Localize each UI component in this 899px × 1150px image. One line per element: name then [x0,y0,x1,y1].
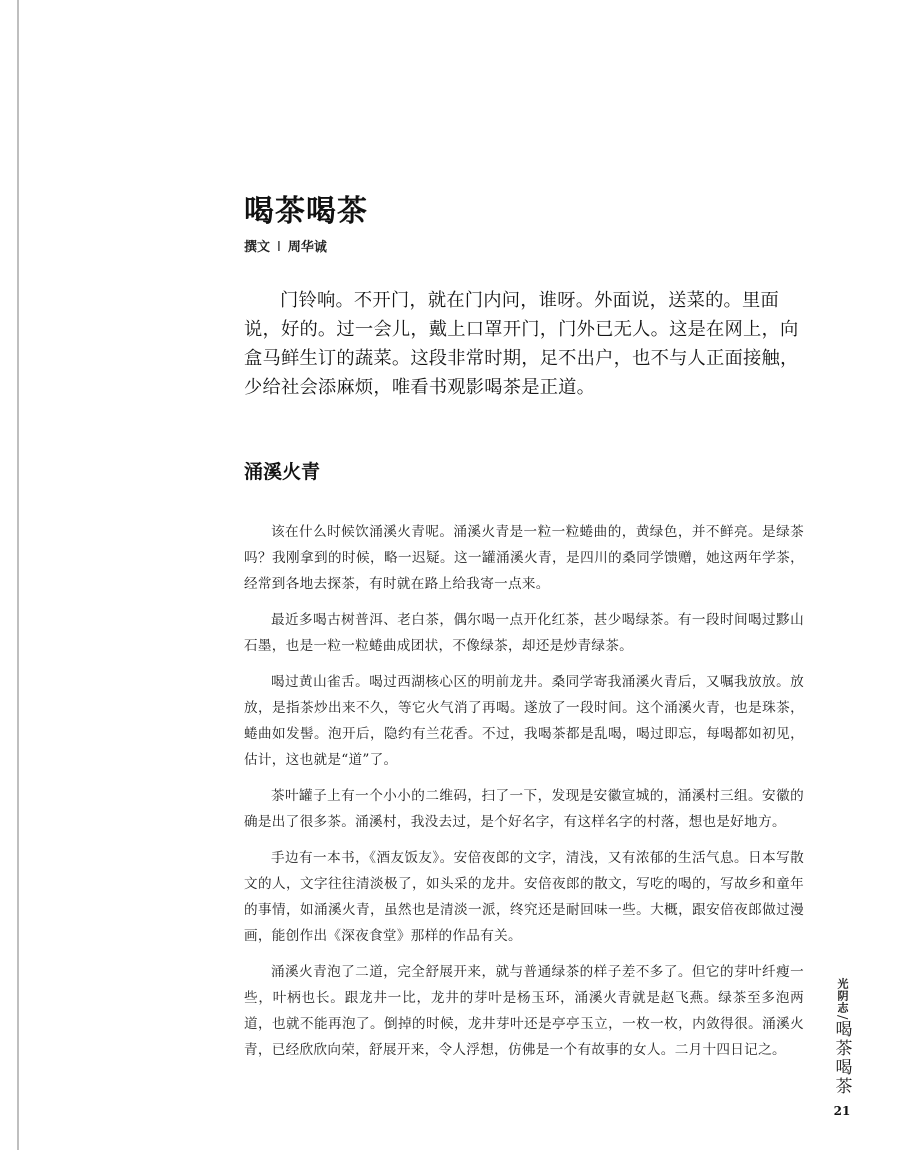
body-paragraph: 涌溪火青泡了二道，完全舒展开来，就与普通绿茶的样子差不多了。但它的芽叶纤瘦一些，叶柄也长。跟龙井一比，龙井的芽叶是杨玉环，涌溪火青就是赵飞燕。绿茶至多泡两道，也就不能再泡了。倒掉的时候，龙井芽叶还是亭亭玉立，一枚一枚，内敛得很。涌溪火青，已经欣欣向荣，舒展开来，令人浮想，仿佛是一个有故事的女人。二月十四日记之。 [244,964,804,1058]
folio-article-title: 喝茶喝茶 [831,1020,852,1097]
page-folio [822,978,862,1118]
body-paragraph: 最近多喝古树普洱、老白茶，偶尔喝一点开化红茶，甚少喝绿茶。有一段时间喝过黟山石墨，也是一粒一粒蜷曲成团状，不像绿茶，却还是炒青绿茶。 [244,612,804,654]
article-title: 喝茶喝茶 [244,194,368,229]
byline-separator: I [277,240,281,255]
byline [244,236,327,255]
left-margin-rule [17,0,19,1150]
intro-paragraph: 门铃响。不开门，就在门内问，谁呀。外面说，送菜的。里面说，好的。过一会儿，戴上口罩开门，门外已无人。这是在网上，向盒马鲜生订的蔬菜。这段非常时期，足不出户，也不与人正面接触，少给社会添麻烦，唯看书观影喝茶是正道。 [244,290,799,398]
folio-magazine-name: 光阴志 [836,978,849,1014]
section-heading: 涌溪火青 [244,461,321,483]
article-body [244,519,804,1073]
body-paragraph: 茶叶罐子上有一个小小的二维码，扫了一下，发现是安徽宣城的，涌溪村三组。安徽的确是出了很多茶。涌溪村，我没去过，是个好名字，有这样名字的村落，想也是好地方。 [244,788,804,830]
byline-label: 撰文 [244,240,271,255]
body-paragraph: 喝过黄山雀舌。喝过西湖核心区的明前龙井。桑同学寄我涌溪火青后，又嘱我放放。放放，是指茶炒出来不久，等它火气消了再喝。遂放了一段时间。这个涌溪火青，也是珠茶，蜷曲如发髻。泡开后，隐约有兰花香。不过，我喝茶都是乱喝，喝过即忘，每喝都如初见，估计，这也就是“道”了。 [244,674,804,768]
byline-author: 周华诚 [287,240,327,255]
body-paragraph: 手边有一本书，《酒友饭友》。安倍夜郎的文字，清浅，又有浓郁的生活气息。日本写散文的人，文字往往清淡极了，如头采的龙井。安倍夜郎的散文，写吃的喝的，写故乡和童年的事情，如涌溪火青，虽然也是清淡一派，终究还是耐回味一些。大概，跟安倍夜郎做过漫画，能创作出《深夜食堂》那样的作品有关。 [244,850,804,944]
folio-slash: / [834,1015,850,1020]
page-number: 21 [833,1104,851,1119]
body-paragraph: 该在什么时候饮涌溪火青呢。涌溪火青是一粒一粒蜷曲的，黄绿色，并不鲜亮。是绿茶吗？我刚拿到的时候，略一迟疑。这一罐涌溪火青，是四川的桑同学馈赠，她这两年学茶，经常到各地去探茶，有时就在路上给我寄一点来。 [244,524,804,592]
